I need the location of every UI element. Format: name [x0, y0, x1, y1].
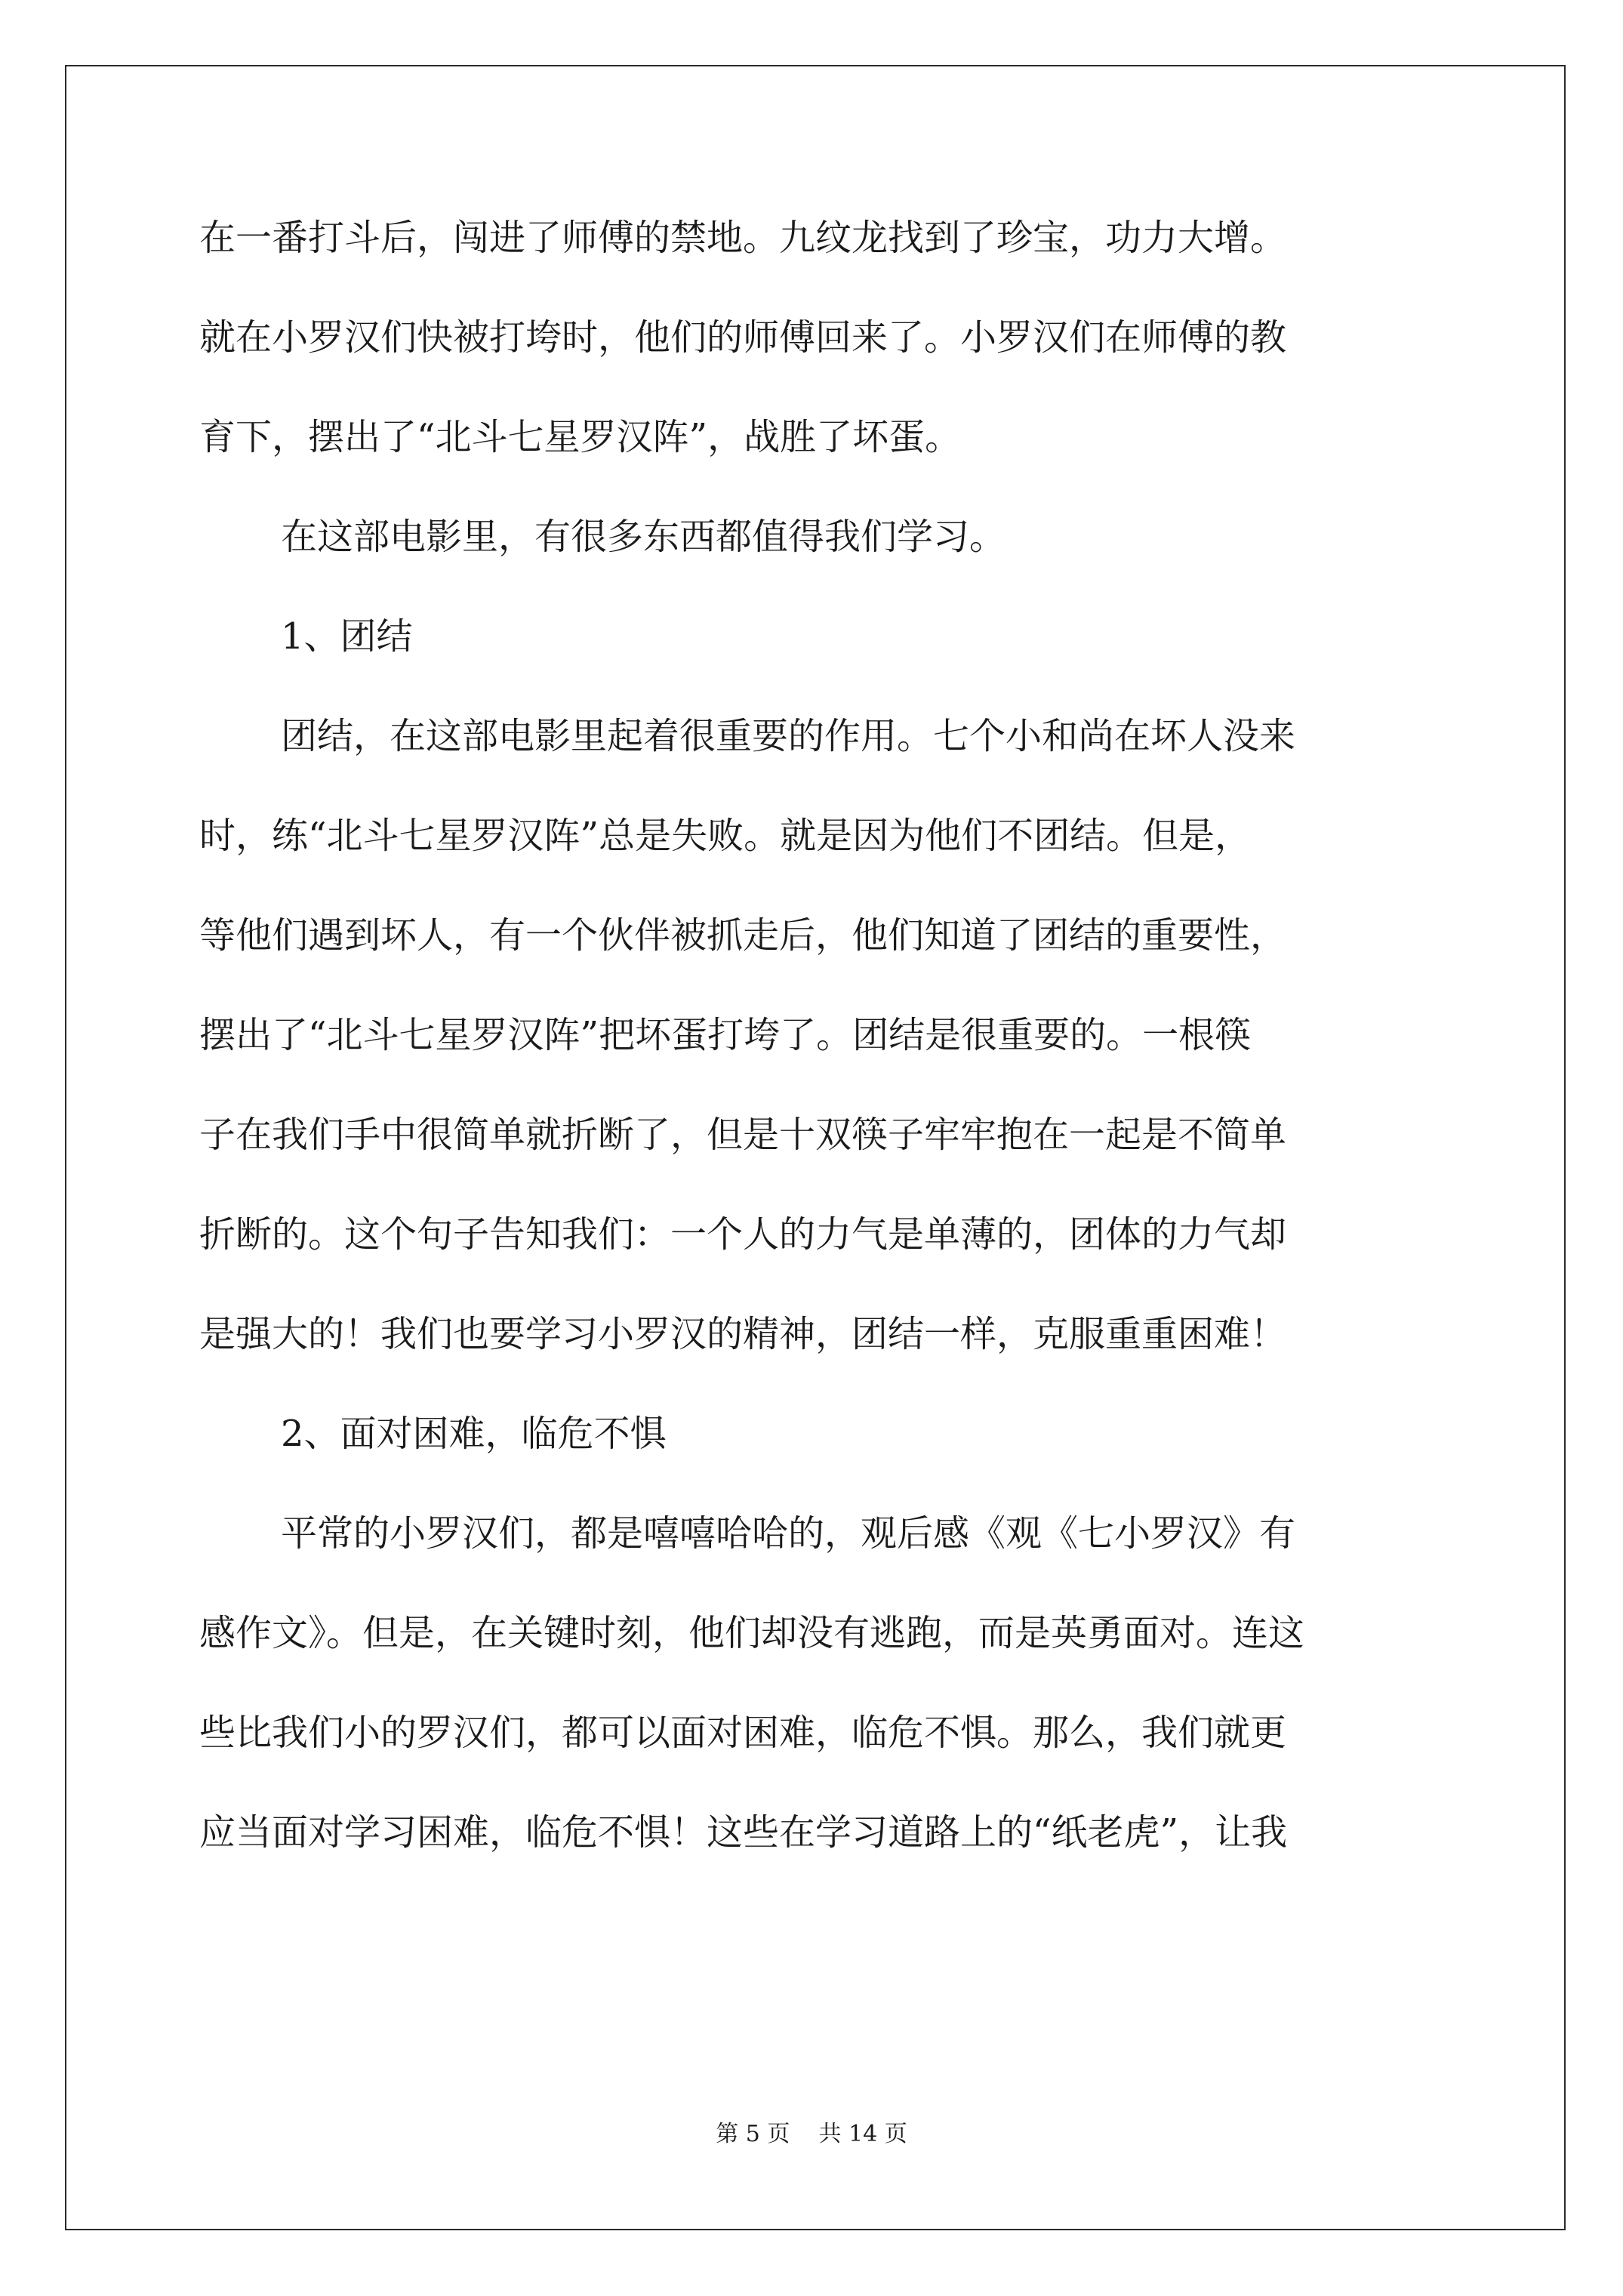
text-line: 子在我们手中很简单就折断了，但是十双筷子牢牢抱在一起是不简单 — [199, 1114, 1287, 1156]
text-line: 在这部电影里，有很多东西都值得我们学习。 — [281, 516, 1006, 558]
text-line: 折断的。这个句子告知我们：一个人的力气是单薄的，团体的力气却 — [199, 1213, 1287, 1256]
page-footer — [0, 2119, 1623, 2150]
text-line: 育下，摆出了“北斗七星罗汉阵”，战胜了坏蛋。 — [199, 416, 962, 458]
page-total: 共 14 页 — [818, 2121, 907, 2147]
text-line: 时，练“北斗七星罗汉阵”总是失败。就是因为他们不团结。但是， — [199, 815, 1252, 857]
text-line: 团结，在这部电影里起着很重要的作用。七个小和尚在坏人没来 — [281, 715, 1296, 757]
text-line: 等他们遇到坏人，有一个伙伴被抓走后，他们知道了团结的重要性， — [199, 914, 1287, 957]
text-line: 在一番打斗后，闯进了师傅的禁地。九纹龙找到了珍宝，功力大增。 — [199, 217, 1287, 259]
text-line: 应当面对学习困难，临危不惧！这些在学习道路上的“纸老虎”，让我 — [199, 1811, 1288, 1854]
text-line: 2、面对困难，临危不惧 — [281, 1413, 667, 1455]
text-line: 感作文》。但是，在关键时刻，他们却没有逃跑，而是英勇面对。连这 — [199, 1612, 1305, 1654]
page-number: 第 5 页 — [716, 2121, 790, 2147]
text-line: 些比我们小的罗汉们，都可以面对困难，临危不惧。那么，我们就更 — [199, 1712, 1287, 1754]
text-line: 是强大的！我们也要学习小罗汉的精神，团结一样，克服重重困难！ — [199, 1313, 1287, 1355]
text-line: 平常的小罗汉们，都是嘻嘻哈哈的，观后感《观《七小罗汉》有 — [281, 1512, 1296, 1555]
text-line: 1、团结 — [281, 615, 413, 658]
text-line: 摆出了“北斗七星罗汉阵”把坏蛋打垮了。团结是很重要的。一根筷 — [199, 1014, 1252, 1056]
document-body — [199, 188, 1437, 1882]
text-line: 就在小罗汉们快被打垮时，他们的师傅回来了。小罗汉们在师傅的教 — [199, 316, 1287, 359]
